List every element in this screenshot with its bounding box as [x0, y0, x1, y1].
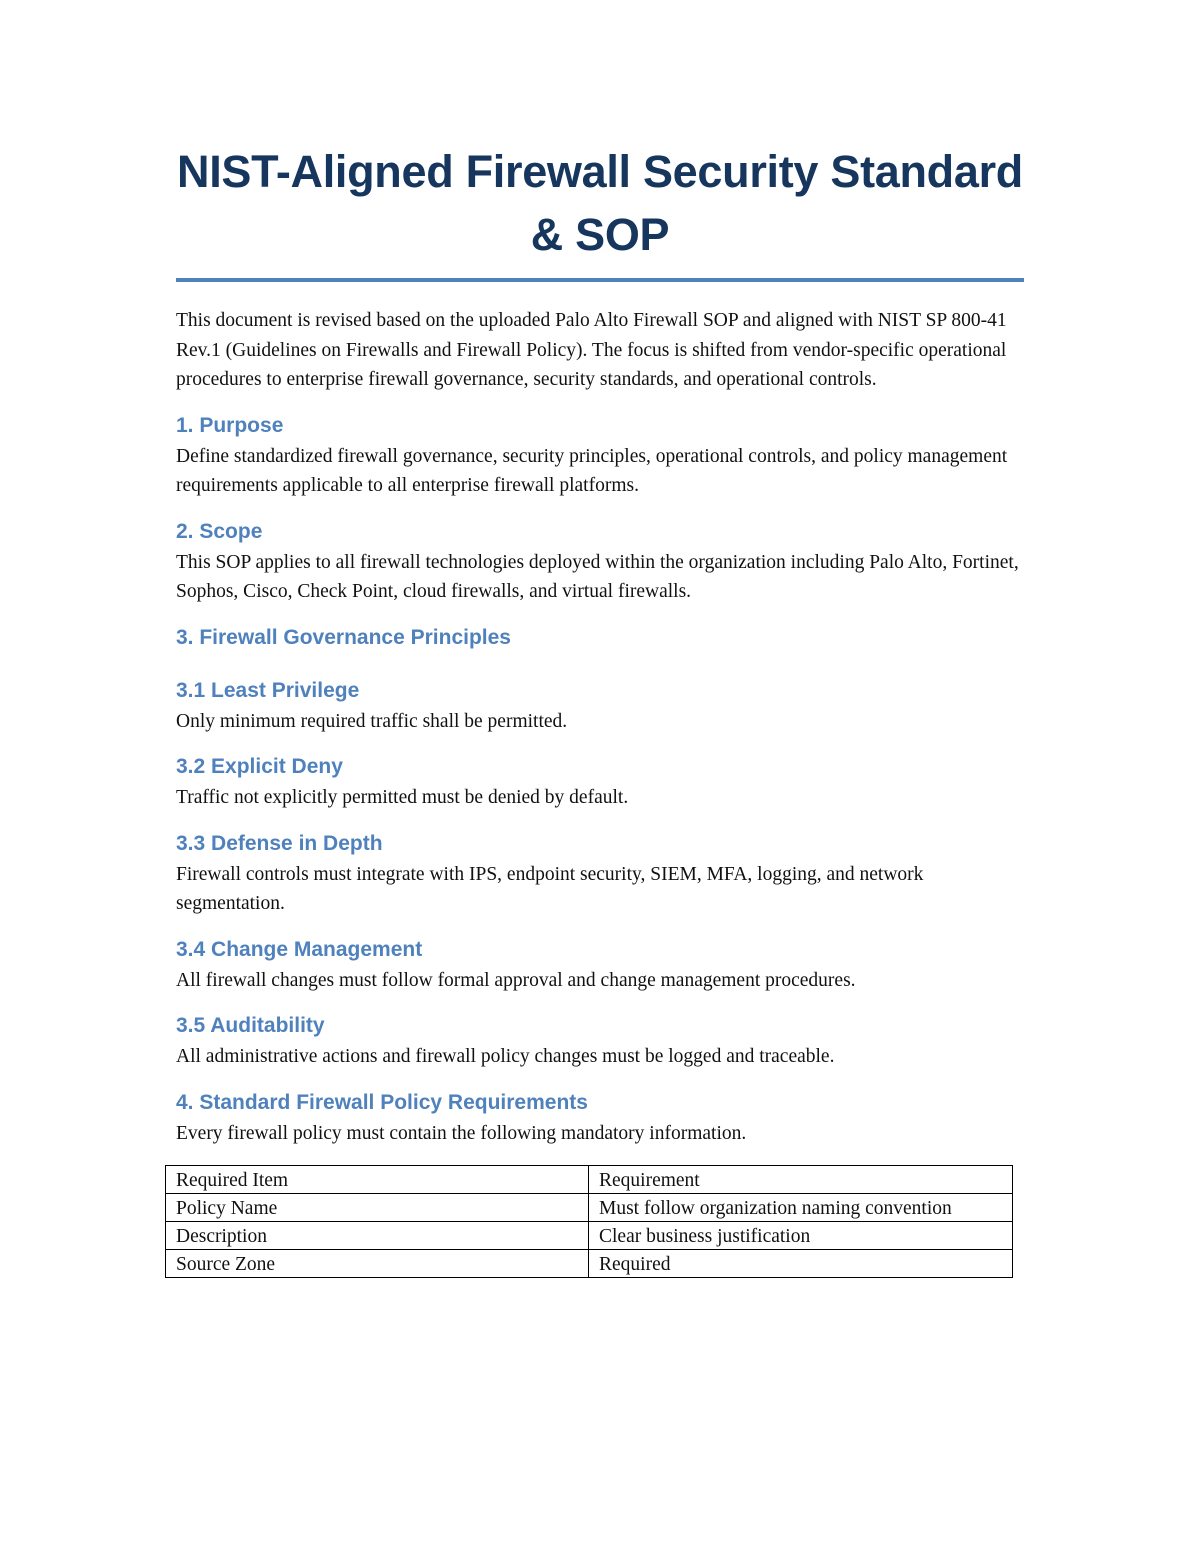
table-row [166, 1250, 1013, 1278]
table-row [166, 1222, 1013, 1250]
table-cell: Clear business justification [589, 1222, 1013, 1250]
least-privilege-text: Only minimum required traffic shall be permitted. [176, 710, 568, 732]
document-title: NIST-Aligned Firewall Security Standard & SOP [177, 146, 1023, 260]
table-header-cell: Required Item [166, 1166, 589, 1194]
document-content [176, 140, 1024, 1278]
purpose-heading: 1. Purpose [176, 413, 284, 437]
intro-paragraph: This document is revised based on the uploaded Palo Alto Firewall SOP and aligned with NIST SP 800-41 Rev.1 (Guidelines on Firewalls and Firewall Policy). The focus is shifted from vendor-specific operational procedures to enterprise firewall governance, security standards, and operational controls. [176, 310, 1007, 390]
policy-requirements-text: Every firewall policy must contain the following mandatory information. [176, 1122, 747, 1144]
scope-heading: 2. Scope [176, 519, 263, 543]
scope-text: This SOP applies to all firewall technologies deployed within the organization including Palo Alto, Fortinet, Sophos, Cisco, Check Point, cloud firewalls, and virtual firewalls. [176, 551, 1019, 602]
table-cell: Must follow organization naming convention [589, 1194, 1013, 1222]
explicit-deny-heading: 3.2 Explicit Deny [176, 755, 343, 778]
table-cell: Description [166, 1222, 589, 1250]
table-cell: Required [589, 1250, 1013, 1278]
table-header-row [166, 1166, 1013, 1194]
explicit-deny-text: Traffic not explicitly permitted must be denied by default. [176, 787, 629, 808]
purpose-text: Define standardized firewall governance, security principles, operational controls, and policy management requirements applicable to all enterprise firewall platforms. [176, 445, 1008, 496]
table-cell: Policy Name [166, 1194, 589, 1222]
change-management-text: All firewall changes must follow formal approval and change management procedures. [176, 969, 856, 991]
table-cell: Source Zone [166, 1250, 589, 1278]
policy-requirements-heading: 4. Standard Firewall Policy Requirements [176, 1090, 588, 1114]
change-management-heading: 3.4 Change Management [176, 937, 423, 961]
table-row [166, 1194, 1013, 1222]
auditability-text: All administrative actions and firewall policy changes must be logged and traceable. [176, 1046, 835, 1067]
governance-heading: 3. Firewall Governance Principles [176, 625, 511, 649]
auditability-heading: 3.5 Auditability [176, 1014, 325, 1037]
policy-requirements-table [165, 1165, 1013, 1278]
defense-in-depth-text: Firewall controls must integrate with IPS, endpoint security, SIEM, MFA, logging, and network segmentation. [176, 863, 924, 914]
least-privilege-heading: 3.1 Least Privilege [176, 678, 360, 702]
table-header-cell: Requirement [589, 1166, 1013, 1194]
title-divider [176, 278, 1024, 282]
defense-in-depth-heading: 3.3 Defense in Depth [176, 831, 383, 855]
